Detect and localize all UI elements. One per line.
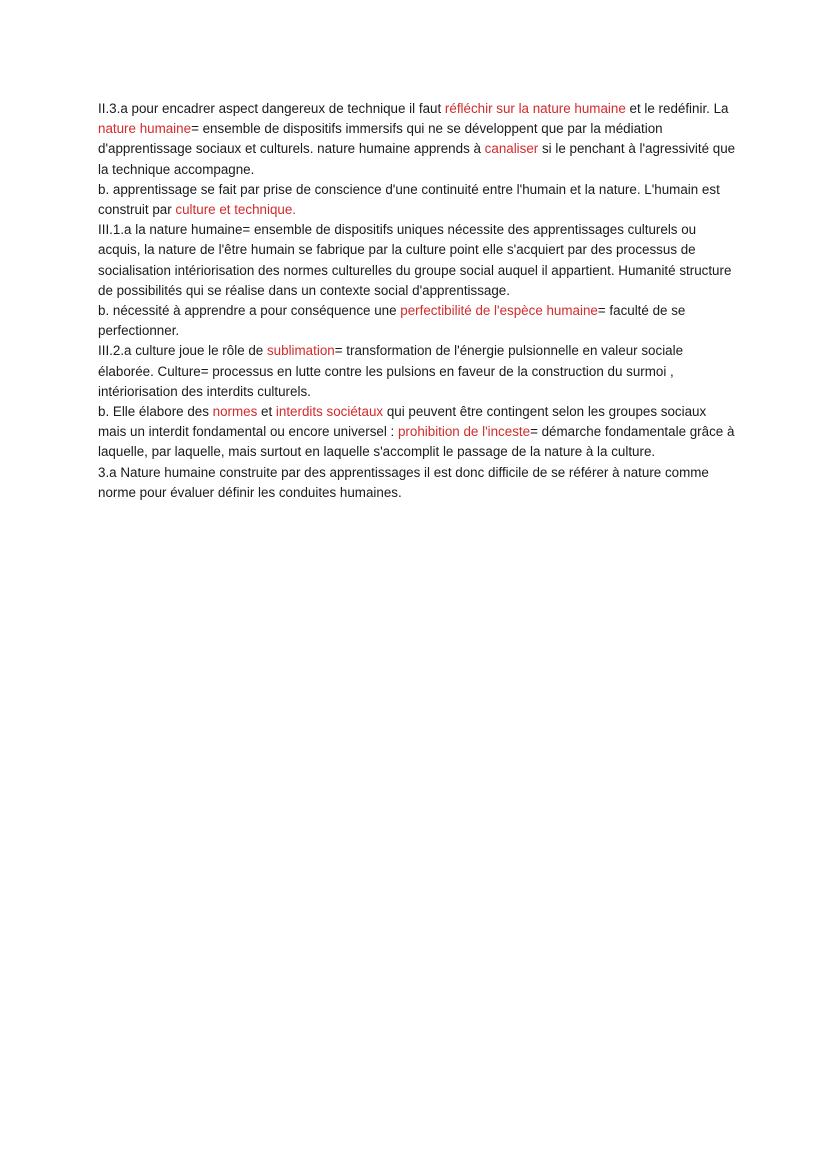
text-segment: b. apprentissage se fait par prise de conscience d'une continuité entre l'humain et la nature. L'humain est construit par [98,181,720,218]
paragraph-iii-1-b [98,301,738,341]
text-segment: si le penchant à l'agressivité que la technique accompagne. [98,141,736,177]
text-segment: = ensemble de dispositifs immersifs qui ne se développent que par la médiation d'apprentissage sociaux et culturels. nature humaine apprends à [98,121,663,157]
document-body [98,99,738,503]
paragraph-ii-3-b [98,180,738,220]
text-segment: b. nécessité à apprendre a pour conséquence une [98,303,401,319]
highlighted-term: canaliser [484,141,539,157]
text-segment: = transformation de l'énergie pulsionnelle en valeur sociale élaborée. Culture= processus en lutte contre les pulsions en faveur de la construction du surmoi , intériorisation des interdits culturels. [98,343,684,399]
paragraph-iii-2-a [98,341,738,402]
text-segment: qui peuvent être contingent selon les groupes sociaux mais un interdit fondamental ou encore universel : [98,404,707,440]
paragraph-iii-3-a [98,463,738,503]
highlighted-term: réfléchir sur la nature humaine [444,101,626,116]
text-segment: = démarche fondamentale grâce à laquelle, par laquelle, mais surtout en laquelle s'accomplit le passage de la nature à la culture. [98,424,735,460]
paragraph-iii-2-b [98,402,738,463]
highlighted-term: interdits sociétaux [275,404,384,420]
paragraph-iii-1-a [98,220,738,301]
text-segment: et [257,404,276,420]
highlighted-term: perfectibilité de l'espèce humaine [400,303,598,319]
highlighted-term: nature humaine [98,121,192,137]
text-segment: II.3.a pour encadrer aspect dangereux de technique il faut [98,101,445,116]
highlighted-term: normes [212,404,258,420]
text-segment: III.2.a culture joue le rôle de [98,343,267,359]
highlighted-term: prohibition de l'inceste [397,424,531,440]
text-segment: III.1.a la nature humaine= ensemble de dispositifs uniques nécessite des apprentissages culturels ou acquis, la nature de l'être humain se fabrique par la culture point elle s'acquiert par des processus de socialisation intériorisation des normes culturelles du groupe social auquel il appartient. Humanité structure de possibilités qui se réalise dans un contexte social d'apprentissage. [98,222,732,298]
text-segment: 3.a Nature humaine construite par des apprentissages il est donc difficile de se référer à nature comme norme pour évaluer définir les conduites humaines. [98,464,709,500]
highlighted-term: sublimation [266,343,335,359]
paragraph-ii-3-a [98,99,738,180]
highlighted-term: culture et technique. [175,202,297,218]
text-segment: = faculté de se perfectionner. [98,303,686,339]
text-segment: b. Elle élabore des [98,404,213,420]
text-segment: et le redéfinir. La [625,101,729,116]
